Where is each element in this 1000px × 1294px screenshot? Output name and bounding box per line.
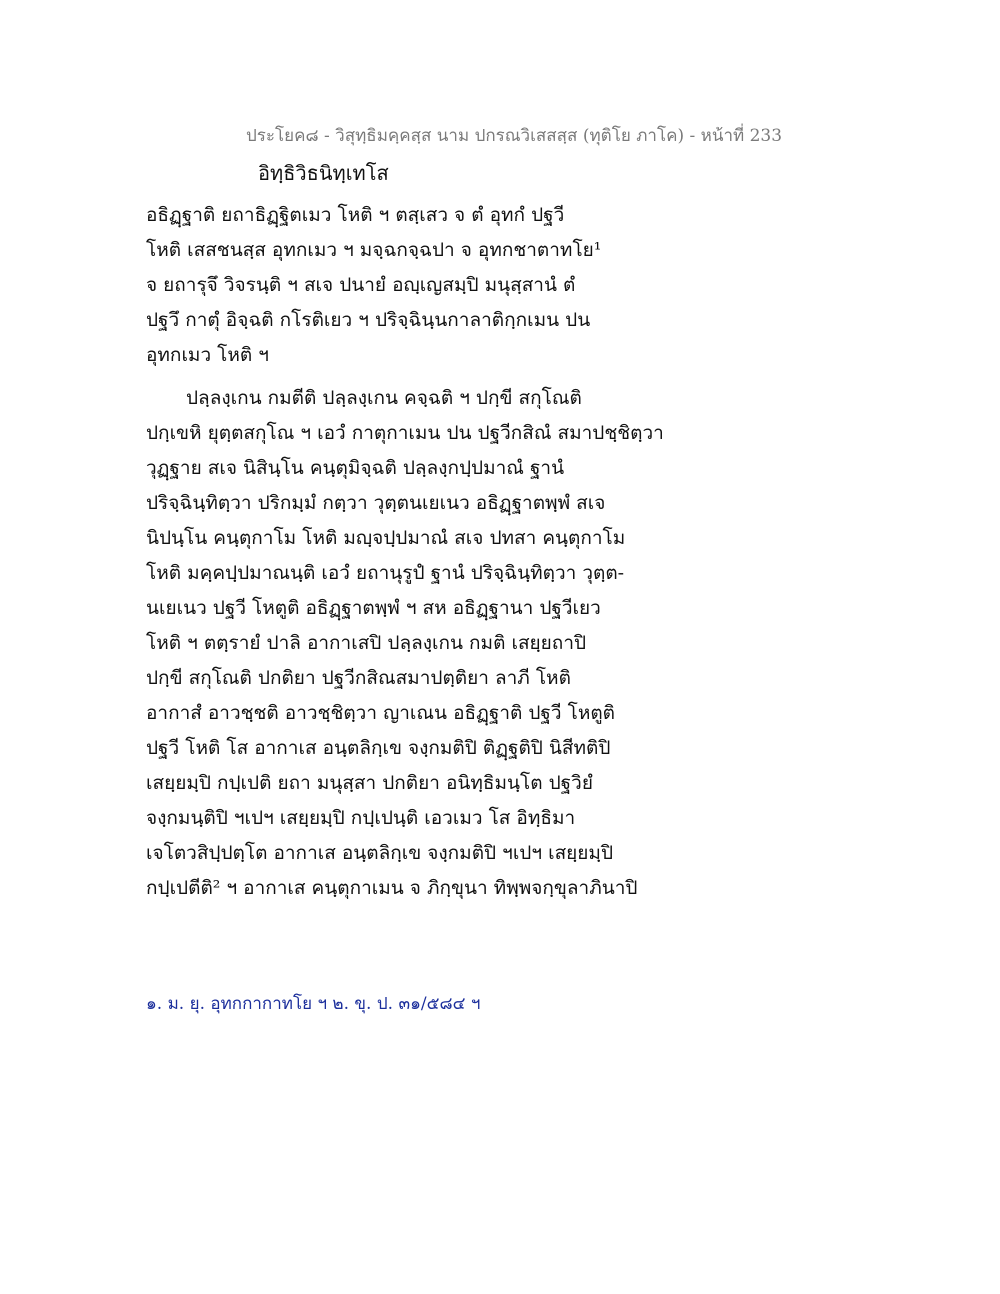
paragraph-1-line: อธิฏฺฐาติ ยถาธิฏฺฐิตเมว โหติ ฯ ตสฺเสว จ ตํ อุทกํ ปฐวี: [146, 204, 565, 226]
paragraph-2-line: ปกฺเขหิ ยุตฺตสกุโณ ฯ เอวํ กาตุกาเมน ปน ปฐวีกสิณํ สมาปชฺชิตฺวา: [146, 422, 664, 444]
paragraph-2-line: เจโตวสิปฺปตฺโต อากาเส อนฺตลิกฺเข จงฺกมติปิ ฯเปฯ เสยฺยมฺปิ: [146, 842, 614, 864]
paragraph-2-line: นเยเนว ปฐวี โหตูติ อธิฏฺฐาตพฺพํ ฯ สห อธิฏฺฐานา ปฐวีเยว: [146, 597, 601, 619]
paragraph-1-line: ปฐวึ กาตุํ อิจฺฉติ กโรติเยว ฯ ปริจฺฉินฺนกาลาติกฺกเมน ปน: [146, 309, 591, 331]
paragraph-2-line: เสยฺยมฺปิ กปฺเปติ ยถา มนุสฺสา ปกติยา อนิทฺธิมนฺโต ปฐวิยํ: [146, 772, 593, 794]
paragraph-2-line: โหติ ฯ ตตฺรายํ ปาลิ อากาเสปิ ปลฺลงฺเกน กมติ เสยฺยถาปิ: [146, 632, 587, 654]
paragraph-2-line: ปริจฺฉินฺทิตฺวา ปริกมฺมํ กตฺวา วุตฺตนเยเนว อธิฏฺฐาตพฺพํ สเจ: [146, 492, 606, 514]
paragraph-2-line: ปกฺขี สกุโณติ ปกติยา ปฐวีกสิณสมาปตฺติยา ลาภี โหติ: [146, 667, 571, 689]
footnote: ๑. ม. ยุ. อุทกกากาทโย ฯ ๒. ขุ. ป. ๓๑/๕๘๔ ฯ: [146, 994, 481, 1014]
running-header: ประโยค๘ - วิสุทฺธิมคฺคสฺส นาม ปกรณวิเสสสฺส (ทุติโย ภาโค) - หน้าที่ 233: [246, 126, 783, 146]
section-title: อิทฺธิวิธนิทฺเทโส: [258, 161, 389, 185]
paragraph-2-line: จงฺกมนฺติปิ ฯเปฯ เสยฺยมฺปิ กปฺเปนฺติ เอวเมว โส อิทฺธิมา: [146, 807, 576, 829]
paragraph-2-line: ปลฺลงฺเกน กมตีติ ปลฺลงฺเกน คจฺฉติ ฯ ปกฺขี สกุโณติ: [186, 387, 582, 409]
paragraph-2-line: ปฐวี โหติ โส อากาเส อนฺตลิกฺเข จงฺกมติปิ ติฏฺฐติปิ นิสีทติปิ: [146, 737, 611, 759]
paragraph-2-line: กปฺเปตีติ² ฯ อากาเส คนฺตุกาเมน จ ภิกฺขุนา ทิพฺพจกฺขุลาภินาปิ: [146, 877, 638, 899]
paragraph-2-line: โหติ มคฺคปฺปมาณนฺติ เอวํ ยถานุรูปํ ฐานํ ปริจฺฉินฺทิตฺวา วุตฺต-: [146, 562, 625, 584]
paragraph-2-line: นิปนฺโน คนฺตุกาโม โหติ มญฺจปฺปมาณํ สเจ ปทสา คนฺตุกาโม: [146, 527, 626, 549]
paragraph-gap: [146, 373, 706, 381]
paragraph-1-line: จ ยถารุจึ วิจรนฺติ ฯ สเจ ปนายํ อญฺเญสมฺปิ มนุสฺสานํ ตํ: [146, 274, 576, 296]
body-text: [146, 198, 706, 906]
paragraph-1-line: อุทกเมว โหติ ฯ: [146, 344, 269, 366]
paragraph-2-line: วุฏฺฐาย สเจ นิสินฺโน คนฺตุมิจฺฉติ ปลฺลงฺกปฺปมาณํ ฐานํ: [146, 457, 565, 479]
paragraph-2-line: อากาสํ อาวชฺชติ อาวชฺชิตฺวา ญาเณน อธิฏฺฐาติ ปฐวี โหตูติ: [146, 702, 616, 724]
paragraph-1-line: โหติ เสสชนสฺส อุทกเมว ฯ มจฺฉกจฺฉปา จ อุทกชาตาทโย¹: [146, 239, 602, 261]
